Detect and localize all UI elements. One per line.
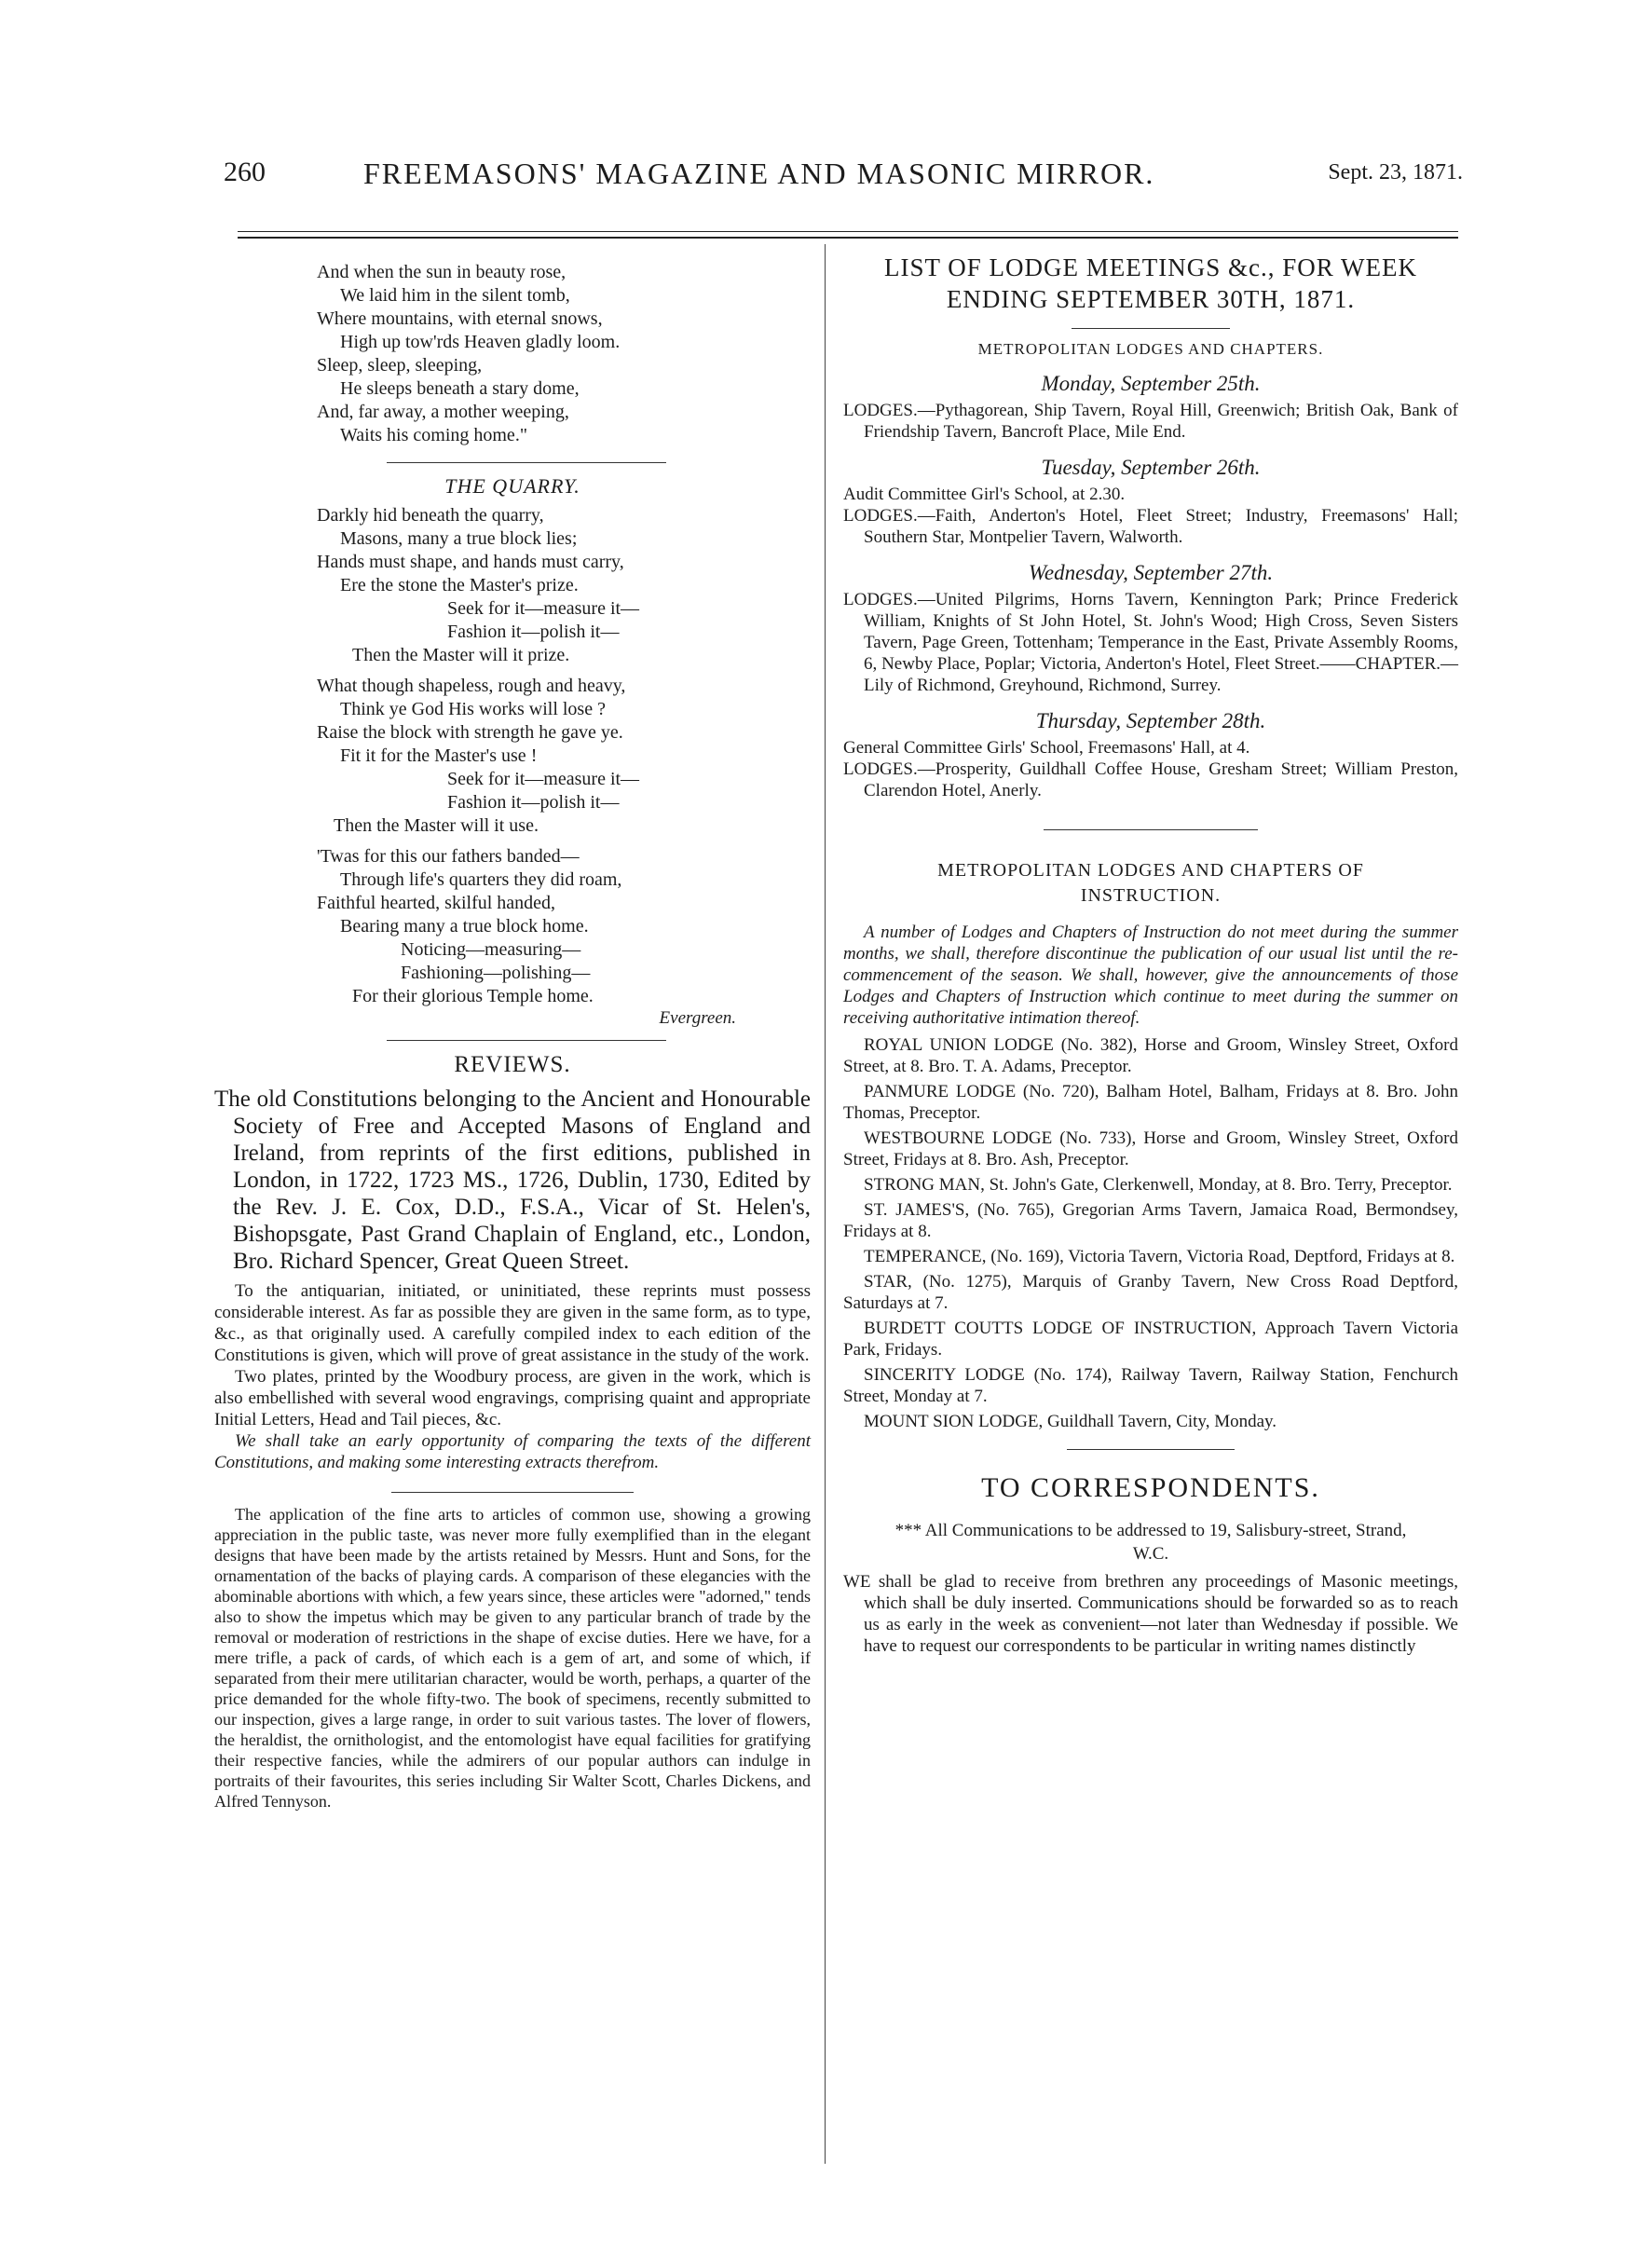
poem-line: Fashioning—polishing— <box>401 963 591 983</box>
correspondents-address: *** All Communications to be addressed to 19, Salisbury-street, Strand, W.C. <box>894 1521 1407 1564</box>
lodge-name: MOUNT SION LODGE <box>864 1412 1039 1431</box>
poem-line: Fashion it—polish it— <box>447 622 620 642</box>
poem-line: For their glorious Temple home. <box>352 986 594 1006</box>
instruction-entry <box>843 1081 1458 1124</box>
poem-line: Through life's quarters they did roam, <box>340 869 622 890</box>
lodge-details: , (No. 765), Gregorian Arms Tavern, Jamaica Road, Bermondsey, Fridays at 8. <box>843 1200 1458 1241</box>
poem-line: And, far away, a mother weeping, <box>317 402 569 422</box>
instruction-entry <box>843 1174 1458 1196</box>
poem-line: Faithful hearted, skilful handed, <box>317 893 556 913</box>
meeting-day <box>843 561 1458 696</box>
poem-line: Ere the stone the Master's prize. <box>340 575 579 595</box>
quarry-stanza <box>214 504 811 667</box>
lodge-name: TEMPERANCE <box>864 1247 982 1266</box>
poem-ending <box>214 261 811 447</box>
poem-line: Fit it for the Master's use ! <box>340 745 538 766</box>
meeting-day <box>843 456 1458 548</box>
lodge-name: ST. JAMES'S <box>864 1200 965 1220</box>
instruction-entry <box>843 1411 1458 1432</box>
reviews-title: REVIEWS. <box>454 1052 571 1077</box>
instruction-title: METROPOLITAN LODGES AND CHAPTERS OF INSTRUCTION. <box>937 860 1364 906</box>
meeting-entry: Audit Committee Girl's School, at 2.30. <box>843 485 1126 504</box>
poem-line: Darkly hid beneath the quarry, <box>317 505 544 526</box>
poem-line: Seek for it—measure it— <box>447 769 640 789</box>
poem-line: Seek for it—measure it— <box>447 598 640 619</box>
quarry-stanza <box>214 845 811 1008</box>
review-heading: The old Constitutions belonging to the Ancient and Honourable Society of Free and Accepted Masons of England and Ireland, from reprints of the first editions, published in London, in 1722, 1723 MS., 1726, Dublin, 1730, Edited by the Rev. J. E. Cox, D.D., F.S.A., Vicar of St. Helen's, Bishopsgate, Past Grand Chaplain of England, etc., London, Bro. Richard Spencer, Great Queen Street. <box>214 1087 811 1274</box>
page-number: 260 <box>224 157 266 187</box>
instruction-entry <box>843 1246 1458 1267</box>
lodge-details: , (No. 169), Victoria Tavern, Victoria Road, Deptford, Fridays at 8. <box>981 1247 1455 1266</box>
column-divider <box>825 244 826 2164</box>
meeting-entry: LODGES.—United Pilgrims, Horns Tavern, Kennington Park; Prince Frederick William, Knights of St John Hotel, St. John's Wood; High Cross, Seven Sisters Tavern, Page Green, Tottenham; Temperance in the East, Private Assembly Rooms, 6, Newby Place, Poplar; Victoria, Anderton's Hotel, Fleet Street.——CHAPTER.—Lily of Richmond, Greyhound, Richmond, Surrey. <box>843 590 1458 695</box>
poem-line: Then the Master will it use. <box>334 815 539 836</box>
instruction-entry <box>843 1318 1458 1360</box>
quarry-stanza <box>214 675 811 838</box>
lodge-name: WESTBOURNE LODGE <box>864 1128 1053 1148</box>
instruction-list <box>843 1034 1458 1432</box>
poem-line: Waits his coming home." <box>340 425 527 445</box>
poem-line: 'Twas for this our fathers banded— <box>317 846 580 867</box>
poem-line: Fashion it—polish it— <box>447 792 620 813</box>
lodge-details: , (No. 1275), Marquis of Granby Tavern, New Cross Road Deptford, Saturdays at 7. <box>843 1272 1458 1313</box>
poem-line: High up tow'rds Heaven gladly loom. <box>340 332 621 352</box>
lodge-details: , St. John's Gate, Clerkenwell, Monday, at 8. Bro. Terry, Preceptor. <box>980 1175 1453 1195</box>
review-paragraph: Two plates, printed by the Woodbury process, are given in the work, which is also embellished with several wood engravings, comprising quaint and appropriate Initial Letters, Head and Tail pieces, &c. <box>214 1367 811 1429</box>
review-paragraph: We shall take an early opportunity of comparing the texts of the different Constitutions, and making some interesting extracts therefrom. <box>214 1431 811 1472</box>
lodge-details: (No. 733), Horse and Groom, Winsley Street, Oxford Street, Fridays at 8. Bro. Ash, Preceptor. <box>843 1128 1459 1169</box>
quarry-poem <box>214 504 811 1008</box>
lodge-meetings-subtitle: METROPOLITAN LODGES AND CHAPTERS. <box>977 340 1324 358</box>
poem-line: Noticing—measuring— <box>401 939 581 960</box>
issue-date: Sept. 23, 1871. <box>1328 160 1463 185</box>
meeting-day <box>843 372 1458 443</box>
section-rule <box>387 462 666 463</box>
meeting-entry: General Committee Girls' School, Freemasons' Hall, at 4. <box>843 738 1250 758</box>
section-rule <box>1067 1449 1235 1450</box>
poem-line: What though shapeless, rough and heavy, <box>317 676 626 696</box>
header-rule <box>238 231 1458 239</box>
day-heading: Tuesday, September 26th. <box>1041 456 1261 479</box>
day-heading: Thursday, September 28th. <box>1035 709 1266 732</box>
lodge-details: , Guildhall Tavern, City, Monday. <box>1038 1412 1277 1431</box>
masthead-title: FREEMASONS' MAGAZINE AND MASONIC MIRROR. <box>363 157 1155 190</box>
section-rule <box>391 1492 634 1493</box>
instruction-entry <box>843 1199 1458 1242</box>
poem-line: He sleeps beneath a stary dome, <box>340 378 580 399</box>
meeting-entry: LODGES.—Prosperity, Guildhall Coffee House, Gresham Street; William Preston, Clarendon Hotel, Anerly. <box>843 759 1458 800</box>
lodge-name: BURDETT COUTTS LODGE OF INSTRUCTION <box>864 1319 1252 1338</box>
poem-line: Bearing many a true block home. <box>340 916 589 937</box>
poem-line: We laid him in the silent tomb, <box>340 285 570 306</box>
section-rule <box>387 1040 666 1041</box>
correspondents-title: TO CORRESPONDENTS. <box>981 1472 1320 1503</box>
poem-line: Raise the block with strength he gave ye. <box>317 722 623 743</box>
left-column <box>214 261 811 1812</box>
lodge-name: STAR <box>864 1272 908 1292</box>
lodge-details: , Approach Tavern Victoria Park, Fridays. <box>843 1319 1458 1360</box>
lodge-name: STRONG MAN <box>864 1175 981 1195</box>
instruction-entry <box>843 1271 1458 1314</box>
poem-line: Masons, many a true block lies; <box>340 528 578 549</box>
poem-line: Then the Master will it prize. <box>352 645 570 665</box>
lodge-name: ROYAL UNION LODGE <box>864 1035 1054 1055</box>
day-heading: Wednesday, September 27th. <box>1028 561 1274 584</box>
poem-line: Hands must shape, and hands must carry, <box>317 552 624 572</box>
section-rule <box>1044 829 1258 830</box>
quarry-title: THE QUARRY. <box>444 474 580 498</box>
lodge-name: SINCERITY LODGE <box>864 1365 1025 1385</box>
meeting-entry: LODGES.—Pythagorean, Ship Tavern, Royal Hill, Greenwich; British Oak, Bank of Friendship Tavern, Bancroft Place, Mile End. <box>843 401 1458 442</box>
poem-line: Sleep, sleep, sleeping, <box>317 355 483 376</box>
day-heading: Monday, September 25th. <box>1041 372 1261 395</box>
quarry-signature: Evergreen. <box>659 1008 736 1028</box>
playing-cards-paragraph: The application of the fine arts to articles of common use, showing a growing appreciation in the public taste, was never more fully exemplified than in the elegant designs that have been made by the artists retained by Messrs. Hunt and Sons, for the ornamentation of the backs of playing cards. A comparison of these elegancies with the abominable abortions with which, a few years since, these articles were "adorned," tends also to show the impetus which may be given to any particular branch of trade by the removal or moderation of restrictions in the shape of excise duties. Here we have, for a mere trifle, a pack of cards, of which each is a gem of art, and some of which, if separated from their mere utilitarian character, would be worth, perhaps, a quarter of the price demanded for the whole fifty-two. The book of specimens, recently submitted to our inspection, gives a large range, in order to suit various tastes. The lover of flowers, the heraldist, the ornithologist, and the entomologist have equal facilities for gratifying their respective fancies, while the admirers of our popular authors can indulge in portraits of their favourites, this series including Sir Walter Scott, Charles Dickens, and Alfred Tennyson. <box>214 1505 811 1811</box>
poem-line: And when the sun in beauty rose, <box>317 262 567 282</box>
page-header <box>224 157 1463 198</box>
instruction-entry <box>843 1128 1458 1170</box>
instruction-entry <box>843 1034 1458 1077</box>
review-paragraph: To the antiquarian, initiated, or uninitiated, these reprints must possess considerable interest. As far as possible they are given in the same form, as to type, &c., as that originally used. A carefully compiled index to each edition of the Constitutions is given, which will prove of great assistance in the study of the work. <box>214 1281 811 1365</box>
lodge-details: (No. 382), Horse and Groom, Winsley Street, Oxford Street, at 8. Bro. T. A. Adams, Preceptor. <box>843 1035 1458 1076</box>
correspondents-text: WE shall be glad to receive from brethren any proceedings of Masonic meetings, which shall be duly inserted. Communications should be forwarded so as to reach us as early in the week as convenient—not later than Wednesday if possible. We have to request our correspondents to be particular in writing names distinctly <box>843 1572 1458 1656</box>
lodge-name: PANMURE LODGE <box>864 1082 1017 1101</box>
lodge-details: (No. 174), Railway Tavern, Railway Station, Fenchurch Street, Monday at 7. <box>843 1365 1458 1406</box>
poem-line: Think ye God His works will lose ? <box>340 699 606 719</box>
poem-line: Where mountains, with eternal snows, <box>317 308 603 329</box>
instruction-notice: A number of Lodges and Chapters of Instruction do not meet during the summer months, we shall, therefore discontinue the publication of our usual list until the re-commencement of the season. We shall, however, give the announcements of those Lodges and Chapters of Instruction which continue to meet during the summer on receiving authoritative intimation thereof. <box>843 923 1458 1028</box>
instruction-entry <box>843 1364 1458 1407</box>
meeting-day <box>843 709 1458 801</box>
lodge-details: (No. 720), Balham Hotel, Balham, Fridays at 8. Bro. John Thomas, Preceptor. <box>843 1082 1458 1123</box>
meeting-entry: LODGES.—Faith, Anderton's Hotel, Fleet Street; Industry, Freemasons' Hall; Southern Star, Montpelier Tavern, Walworth. <box>843 506 1458 547</box>
lodge-meetings-title: LIST OF LODGE MEETINGS &c., FOR WEEK ENDING SEPTEMBER 30TH, 1871. <box>884 253 1417 313</box>
section-rule <box>1072 328 1230 329</box>
right-column <box>843 252 1458 1657</box>
review-body <box>214 1280 811 1473</box>
